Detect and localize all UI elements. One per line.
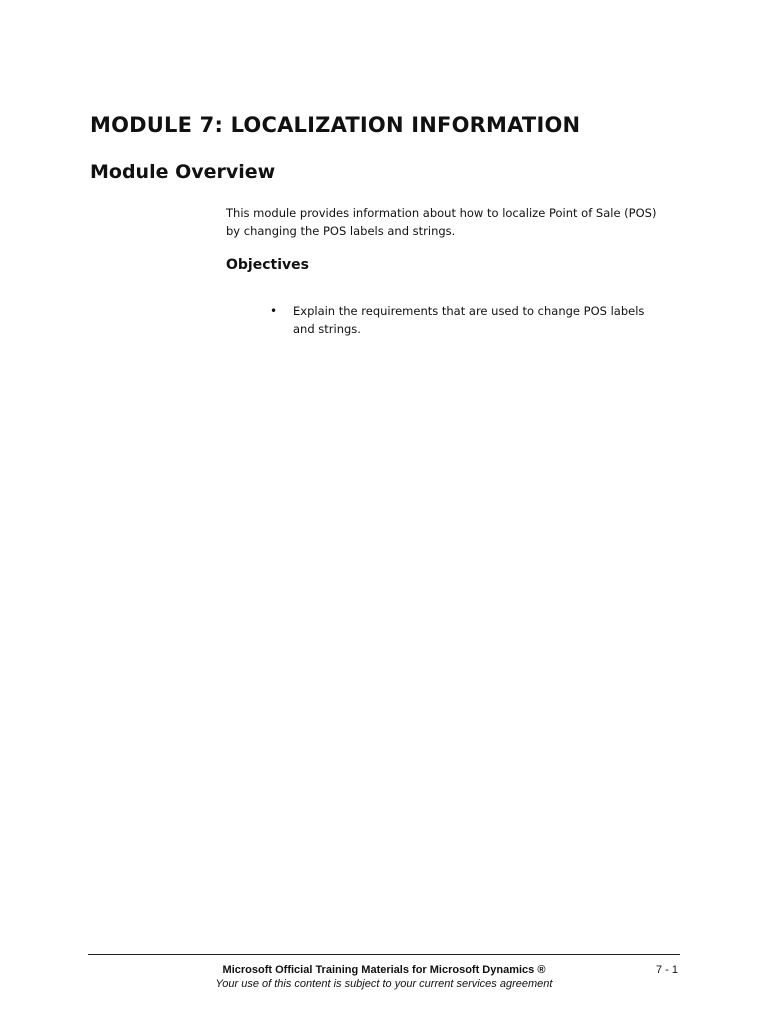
module-title: MODULE 7: LOCALIZATION INFORMATION — [90, 113, 581, 137]
footer-notice: Your use of this content is subject to your current services agreement — [215, 978, 553, 990]
intro-paragraph: This module provides information about how to localize Point of Sale (POS) by changing the POS labels and strings. — [226, 206, 657, 238]
page-number: 7 - 1 — [655, 964, 678, 976]
objective-item — [266, 302, 666, 338]
bullet-icon: • — [270, 304, 278, 318]
objectives-heading: Objectives — [226, 257, 309, 273]
objective-text: Explain the requirements that are used to change POS labels and strings. — [293, 304, 645, 336]
footer-title: Microsoft Official Training Materials for Microsoft Dynamics ® — [222, 964, 546, 976]
footer-divider — [88, 954, 680, 955]
section-title: Module Overview — [90, 161, 276, 183]
objectives-list — [266, 302, 666, 338]
